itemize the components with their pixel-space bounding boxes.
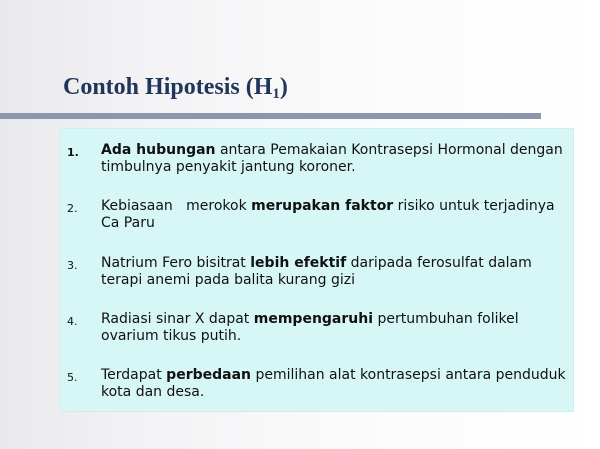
- list-item-text-pre: Terdapat: [101, 367, 167, 383]
- list-item-text: [101, 142, 567, 176]
- slide-title: [63, 74, 288, 103]
- list-item-number: 1.: [67, 146, 79, 159]
- list-item-text: [101, 367, 567, 401]
- list-item-text-bold: merupakan faktor: [251, 198, 394, 214]
- slide-title-subscript: 1: [272, 86, 280, 102]
- list-item-text-pre: Kebiasaan merokok: [101, 198, 252, 214]
- list-item-text-post: daripada ferosulfat dalam terapi anemi pada balita kurang gizi: [101, 255, 532, 288]
- list-item-text-bold: Ada hubungan: [101, 142, 216, 158]
- list-item-text-post: pertumbuhan folikel ovarium tikus putih.: [101, 311, 519, 344]
- list-item-text-pre: Natrium Fero bisitrat: [101, 255, 251, 271]
- hypothesis-list-panel: [60, 128, 574, 412]
- list-item-text-bold: lebih efektif: [250, 255, 347, 271]
- list-item-number: 2.: [67, 202, 78, 215]
- list-item-text-post: antara Pemakaian Kontrasepsi Hormonal dengan timbulnya penyakit jantung koroner.: [101, 142, 563, 175]
- list-item-number: 5.: [67, 371, 78, 384]
- list-item-number: 4.: [67, 315, 78, 328]
- list-item-text-post: risiko untuk terjadinya Ca Paru: [101, 198, 555, 231]
- list-item-number: 3.: [67, 259, 78, 272]
- list-item-text: [101, 255, 567, 289]
- list-item-text: [101, 198, 567, 232]
- list-item-text-pre: Radiasi sinar X dapat: [101, 311, 254, 327]
- slide-title-close: ): [279, 74, 288, 100]
- slide-title-text: Contoh Hipotesis (H: [63, 74, 273, 100]
- list-item-text: [101, 311, 567, 345]
- title-underline: [0, 113, 541, 119]
- list-item-text-post: pemilihan alat kontrasepsi antara penduduk kota dan desa.: [101, 367, 566, 400]
- list-item-text-bold: perbedaan: [166, 367, 251, 383]
- list-item-text-bold: mempengaruhi: [253, 311, 374, 327]
